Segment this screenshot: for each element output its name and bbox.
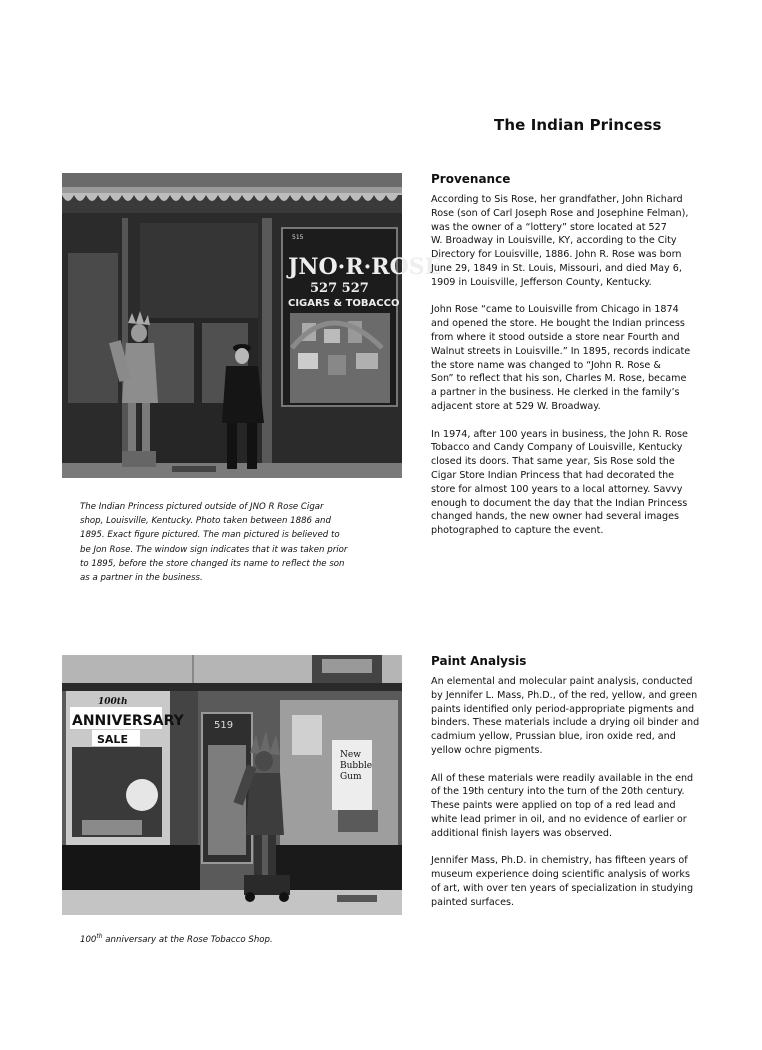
text-line: by Jennifer L. Mass, Ph.D., of the red, yellow, and green: [431, 689, 698, 701]
caption-line: as a partner in the business.: [80, 573, 203, 584]
text-line: John Rose “came to Louisville from Chicago in 1874: [431, 304, 679, 316]
caption-line: The Indian Princess pictured outside of JNO R Rose Cigar: [80, 502, 324, 512]
text-line: additional finish layers was observed.: [431, 827, 613, 839]
text-line: In 1974, after 100 years in business, the John R. Rose: [431, 428, 688, 440]
text-line: adjacent store at 529 W. Broadway.: [431, 400, 601, 412]
text-line: 1909 in Louisville, Jefferson County, Kentucky.: [431, 276, 652, 288]
text-line: was the owner of a “lottery” store located at 527: [431, 221, 667, 233]
text-line: Son” to reflect that his son, Charles M. Rose, became: [431, 373, 687, 385]
text-line: These paints were applied on top of a red lead and: [431, 800, 676, 812]
anniversary-sign-100th: 100th: [98, 697, 128, 707]
poster-text-line: Bubble: [340, 761, 373, 771]
caption-rest: anniversary at the Rose Tobacco Shop.: [102, 934, 273, 945]
text-line: museum experience doing scientific analysis of works: [431, 869, 690, 881]
storefront-photo-1890s: [62, 173, 442, 478]
text-line: Rose (son of Carl Joseph Rose and Josephine Felman),: [431, 207, 689, 219]
text-line: All of these materials were readily available in the end: [431, 772, 694, 784]
caption-line: [80, 930, 273, 947]
window-sign-cigars: CIGARS & TOBACCO: [288, 298, 400, 309]
window-sign-name: JNO·R·ROSE: [288, 254, 442, 280]
photo1-caption: [80, 500, 347, 585]
text-line: the store name was changed to “John R. Rose &: [431, 359, 661, 371]
text-line: from where it stood outside a store near Fourth and: [431, 331, 680, 343]
text-line: According to Sis Rose, her grandfather, John Richard: [431, 194, 683, 205]
text-line: closed its doors. That same year, Sis Rose sold the: [431, 456, 675, 468]
text-line: of the 19th century into the turn of the 20th century.: [431, 786, 685, 798]
anniversary-sign-text: ANNIVERSARY: [72, 713, 184, 729]
caption-ordinal: 100: [80, 934, 97, 945]
text-line: Jennifer Mass, Ph.D. in chemistry, has fifteen years of: [431, 855, 688, 867]
text-line: enough to document the day that the Indian Princess: [431, 497, 688, 509]
text-line: yellow ochre pigments.: [431, 744, 543, 756]
storefront-photo-anniversary: [62, 655, 402, 915]
caption-line: 1895. Exact figure pictured. The man pictured is believed to: [80, 530, 340, 541]
text-line: Walnut streets in Louisville.” In 1895, records indicate: [431, 345, 691, 357]
page-title: The Indian Princess: [494, 116, 662, 134]
provenance-heading: Provenance: [431, 172, 511, 186]
text-line: photographed to capture the event.: [431, 525, 604, 537]
text-line: a partner in the business. He clerked in the family’s: [431, 387, 680, 399]
text-line: cadmium yellow, Prussian blue, iron oxide red, and: [431, 731, 676, 743]
text-line: paints identified only period-appropriate pigments and: [431, 703, 695, 715]
text-line: Cigar Store Indian Princess that had decorated the: [431, 469, 675, 481]
door-number-519: 519: [214, 720, 234, 731]
text-line: binders. These materials include a drying oil binder and: [431, 717, 700, 729]
text-line: W. Broadway in Louisville, KY, according to the City: [431, 235, 677, 247]
caption-line: be Jon Rose. The window sign indicates that it was taken prior: [80, 544, 348, 555]
provenance-paragraph: [431, 193, 703, 290]
paint-paragraph: [431, 772, 703, 841]
window-sign-number: 527 527: [310, 281, 369, 296]
paint-analysis-heading: Paint Analysis: [431, 654, 527, 668]
provenance-paragraph: [431, 303, 703, 413]
text-line: and opened the store. He bought the Indian princess: [431, 318, 685, 330]
caption-ordinal-suffix: th: [96, 933, 103, 940]
sale-sign-text: SALE: [97, 733, 128, 746]
text-line: Directory for Louisville, 1886. John R. Rose was born: [431, 249, 682, 261]
photo2-caption: [80, 930, 273, 947]
text-line: changed hands, the new owner had several images: [431, 511, 680, 523]
text-line: white lead primer in oil, and no evidence of earlier or: [431, 813, 687, 825]
text-line: painted surfaces.: [431, 896, 515, 908]
text-line: of art, with over ten years of specialization in studying: [431, 882, 694, 894]
provenance-paragraph: [431, 428, 703, 538]
door-number-515: 515: [292, 234, 304, 241]
text-line: An elemental and molecular paint analysis, conducted: [431, 676, 693, 687]
text-line: store for almost 100 years to a local attorney. Savvy: [431, 483, 683, 495]
poster-text-line: New: [340, 750, 361, 760]
paint-paragraph: [431, 675, 703, 758]
text-line: June 29, 1849 in St. Louis, Missouri, and died May 6,: [431, 262, 682, 274]
caption-line: shop, Louisville, Kentucky. Photo taken between 1886 and: [80, 516, 331, 527]
text-line: Tobacco and Candy Company of Louisville, Kentucky: [431, 442, 683, 454]
paint-paragraph: [431, 854, 703, 909]
caption-line: to 1895, before the store changed its name to reflect the son: [80, 558, 345, 569]
paint-analysis-text: [431, 675, 703, 923]
poster-text-line: Gum: [340, 772, 362, 782]
provenance-text: [431, 193, 703, 552]
